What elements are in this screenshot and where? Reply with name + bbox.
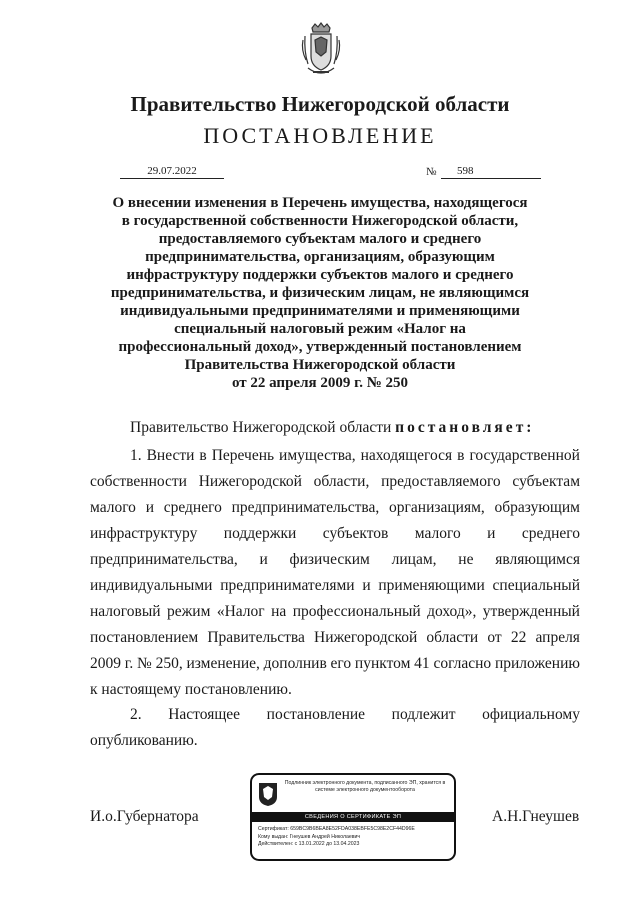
paragraph-line [90,625,580,651]
title-line: индивидуальными предпринимателями и применяющими [120,303,520,319]
word: лицам, [391,551,437,568]
paragraph-line [90,573,580,599]
title-line: О внесении изменения в Перечень имущества, находящегося [112,195,528,211]
stamp-band: СВЕДЕНИЯ О СЕРТИФИКАТЕ ЭП [252,812,454,822]
word: 250, [155,655,183,672]
number-sign: № [426,166,437,178]
paragraph-2 [90,702,580,754]
valid-value: с 13.01.2022 до 13.04.2023 [294,841,360,847]
word: собственности [90,473,187,490]
paragraph-line [90,495,580,521]
paragraph-line [90,728,580,754]
title-line: от 22 апреля 2009 г. № 250 [231,375,409,391]
word: Внести [146,447,195,464]
word: 2. [130,706,142,723]
title-line: профессиональный доход», утвержденный постановлением [118,339,522,355]
title-line: инфраструктуру поддержки субъектов малого и среднего [126,267,514,283]
word: пунктом [354,655,411,672]
title-line: специальный налоговый режим «Налог на [174,321,466,337]
word: являющимся [495,551,580,568]
word: субъектам [512,473,580,490]
government-name: Правительство Нижегородской области [130,92,510,116]
paragraph-line [90,547,580,573]
word: предпринимательства, [90,551,238,568]
document-number-field [441,165,541,179]
word: изменение, [186,655,260,672]
word: согласно [433,655,492,672]
word: физическим [289,551,370,568]
title-line: предпринимательства, организациям, образующим [145,249,495,265]
word: индивидуальными [90,577,213,594]
stamp-header: Подлинник электронного документа, подписанного ЭП, хранится в системе электронного документооборота [284,780,446,793]
word: апреля [535,629,580,646]
word: Перечень [211,447,275,464]
preamble-action: постановляет: [395,419,535,436]
word: поддержки [223,525,297,542]
paragraph-line [90,599,580,625]
word: среднего [521,525,580,542]
paragraph-line [90,677,580,703]
word: и [145,499,154,516]
word: 41 [414,655,430,672]
word: Нижегородской [198,473,302,490]
word: образующим [494,499,580,516]
document-title [90,194,550,392]
word: Правительства [207,629,305,646]
title-line: предпринимательства, и физическим лицам, не являющимся [110,285,530,301]
word: применяющими [378,577,485,594]
word: не [458,551,474,568]
preamble [130,419,534,437]
word: находящегося [360,447,453,464]
word: на [271,603,287,620]
word: малого [414,525,461,542]
word: 1. [130,447,142,464]
word: 22 [510,629,527,646]
word: постановление [266,706,366,723]
paragraph-1 [90,443,580,703]
word: субъектов [322,525,389,542]
word: государственной [469,447,580,464]
word: налоговый [90,603,161,620]
document-number: 598 [457,165,474,177]
word: его [330,655,352,672]
word: области, [313,473,370,490]
word: Нижегородской [314,629,418,646]
word: в [199,447,207,464]
word: области [426,629,479,646]
word: и [259,551,268,568]
paragraph-line [90,469,580,495]
title-line: в государственной собственности Нижегородской области, [121,213,519,229]
owner-value: Гнеушев Андрей Николаевич [289,833,361,840]
word: специальный [492,577,580,594]
paragraph-line [90,521,580,547]
word: подлежит [391,706,456,723]
word: постановлением [90,629,199,646]
word: опубликованию. [90,732,198,749]
word: дополнив [263,655,327,672]
title-line: предоставляемого субъектам малого и среднего [158,231,482,247]
word: официальному [482,706,580,723]
word: «Налог [216,603,265,620]
word: Настоящее [168,706,241,723]
word: режим [166,603,211,620]
electronic-signature-stamp [250,773,456,861]
document-date: 29.07.2022 [120,165,224,179]
title-line: Правительства Нижегородской области [184,357,456,373]
word: среднего [163,499,222,516]
word: к настоящему постановлению. [90,681,292,698]
paragraph-line [90,651,580,677]
signatory-name: А.Н.Гнеушев [492,808,580,825]
word: предоставляемого [381,473,501,490]
word: организациям, [389,499,485,516]
word: № [137,655,152,672]
document-type: ПОСТАНОВЛЕНИЕ [203,123,437,148]
word: 2009 [90,655,121,672]
word: имущества, [279,447,356,464]
stamp-logo-icon [257,781,279,807]
word: приложению [494,655,580,672]
word: инфраструктуру [90,525,198,542]
word: г. [124,655,134,672]
word: в [457,447,465,464]
stamp-details [258,826,415,849]
paragraph-line [90,443,580,469]
word: доход», [427,603,477,620]
signatory-position: И.о.Губернатора [90,808,199,825]
paragraph-line [90,702,580,728]
word: и [487,525,496,542]
word: предпринимателями [220,577,355,594]
preamble-text: Правительство Нижегородской области [130,419,396,436]
word: и [362,577,371,594]
certificate-value: 659BC9B6BEA8E52FDA038EBFE5C98E2CF44D96E [290,826,415,832]
word: профессиональный [292,603,421,620]
word: малого [90,499,136,516]
owner-label: Кому выдан: [258,833,289,840]
word: от [487,629,502,646]
valid-label: Действителен: [258,841,294,847]
word: предпринимательства, [231,499,380,516]
certificate-label: Сертификат: [258,826,289,832]
word: утвержденный [482,603,580,620]
coat-of-arms-emblem-icon [300,22,342,78]
